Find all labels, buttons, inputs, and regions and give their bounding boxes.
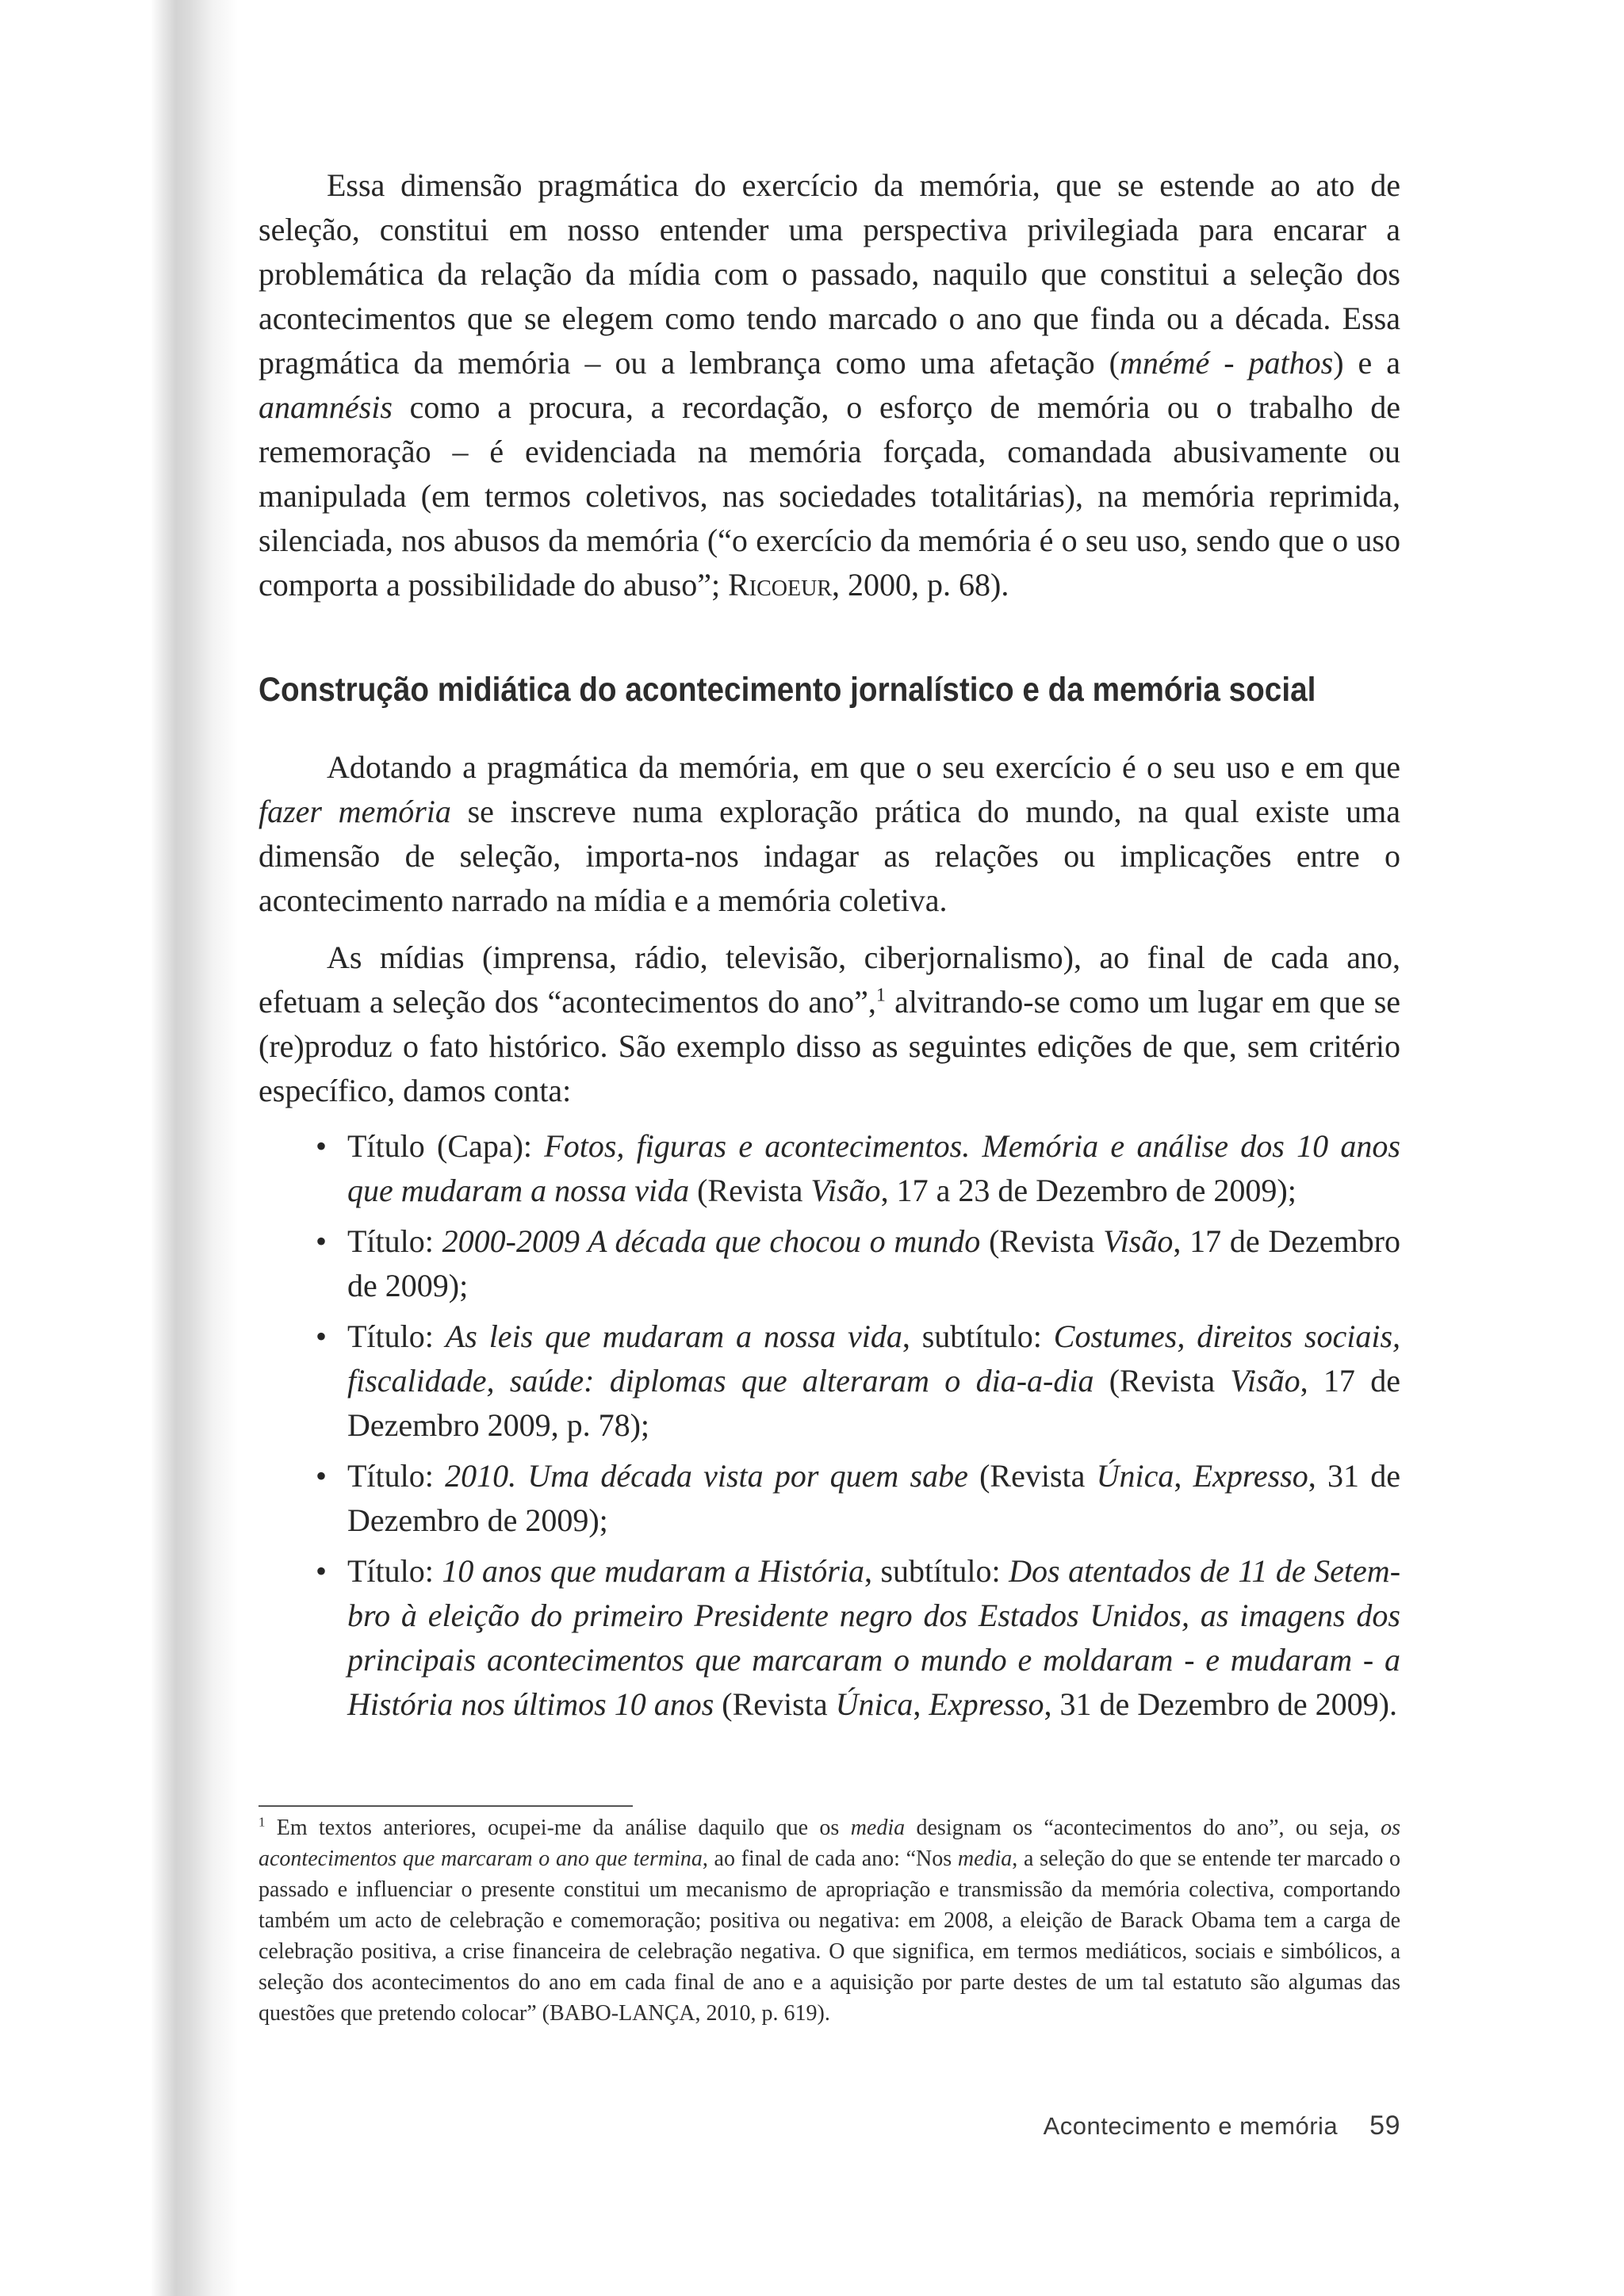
section-paragraph-1: Adotando a pragmática da memória, em que o seu exercício é o seu uso e em que fazer memória se inscreve numa exploração prática do mundo, na qual existe uma dimensão de seleção, importa-nos indagar as relações ou implicações entre o acontecimento narrado na mídia e a memória coletiva. [259, 749, 1400, 918]
intro-block [259, 163, 1400, 607]
intro-paragraph: Essa dimensão pragmática do exercício da memória, que se estende ao ato de seleção, constitui em nosso entender uma perspectiva privilegiada para encarar a problemática da relação da mídia com o passado, naquilo que constitui a seleção dos acontecimentos que se elegem como tendo marcado o ano que finda ou a década. Essa pragmática da memória – ou a lembrança como uma afetação (mnémé - pathos) e a anamnésis como a procura, a recordação, o esforço de memória ou o trabalho de rememoração – é evidenciada na memória forçada, comandada abusivamente ou manipulada (em termos coletivos, nas sociedades totalitárias), na memória reprimida, silenciada, nos abusos da memória (“o exercício da memória é o seu uso, sendo que o uso comporta a possibilidade do abuso”; Ricoeur, 2000, p. 68). [259, 167, 1401, 603]
cited-author: Ricoeur [728, 567, 832, 603]
footnote: $^1$ Em textos anteriores, ocupei-me da análise daquilo que os media designam os “acontecimentos do ano”, ou seja, os acontecimentos que marcaram o ano que termina, ao final de cada ano: “Nos media, a seleção do que se entende ter marcado o passado e influenciar o presente constitui um mecanismo de apropriação e transmissão da memória colectiva, comportando também um acto de celebração e comemoração; positiva ou negativa: em 2008, a eleição de Barack Obama tem a carga de celebração positiva, a crise financeira de celebração negativa. O que significa, em termos mediáticos, sociais e simbólicos, a seleção dos acontecimentos do ano em cada final de ano e a aquisição por parte destes de um tal estatuto são algumas das questões que pretendo colocar” (BABO-LANÇA, 2010, p. 619). [259, 1814, 1401, 2026]
running-title: Acontecimento e memória [1043, 2112, 1339, 2140]
list-item: • Título: 2000-2009 A década que chocou o mundo (Revista Visão, 17 de Dezembro de 2009); [259, 1219, 1400, 1308]
section-heading: Construção midiática do acontecimento jornalístico e da memória social [259, 671, 1316, 709]
footnote-reference[interactable]: 1 [875, 985, 886, 1006]
list-item: • Título: As leis que mudaram a nossa vida, subtítulo: Costumes, direitos sociais, fiscalidade, saúde: diplomas que alteraram o dia-a-dia (Revista Visão, 17 de Dezembro 2009, p. 78); [259, 1314, 1400, 1448]
section-body [259, 745, 1400, 1733]
list-item: • Título (Capa): Fotos, figuras e acontecimentos. Memória e análise dos 10 anos que mudaram a nossa vida (Revista Visão, 17 a 23 de Dezembro de 2009); [259, 1124, 1400, 1213]
running-footer [1031, 2110, 1400, 2141]
page-binding-shadow [0, 0, 238, 2296]
footnote-mark: 1 [259, 1814, 266, 1830]
source-list [259, 1124, 1400, 1727]
list-item: • Título: 2010. Uma década vista por quem sabe (Revista Única, Expresso, 31 de Dezembro de 2009); [259, 1454, 1400, 1543]
footnote-divider [259, 1805, 633, 1807]
list-item: • Título: 10 anos que mudaram a História, subtítulo: Dos atentados de 11 de Setembro à eleição do primeiro Presidente negro dos Estados Unidos, as imagens dos principais acontecimentos que marcaram o mundo e moldaram - e mudaram - a História nos últimos 10 anos (Revista Única, Expresso, 31 de Dezembro de 2009). [259, 1549, 1400, 1727]
page-number: 59 [1369, 2110, 1400, 2141]
section-paragraph-2: As mídias (imprensa, rádio, televisão, ciberjornalismo), ao final de cada ano, efetuam a seleção dos “acontecimentos do ano”,$^1$ alvitrando-se como um lugar em que se (re)produz o fato histórico. São exemplo disso as seguintes edições de que, sem critério específico, damos conta: [259, 939, 1401, 1108]
